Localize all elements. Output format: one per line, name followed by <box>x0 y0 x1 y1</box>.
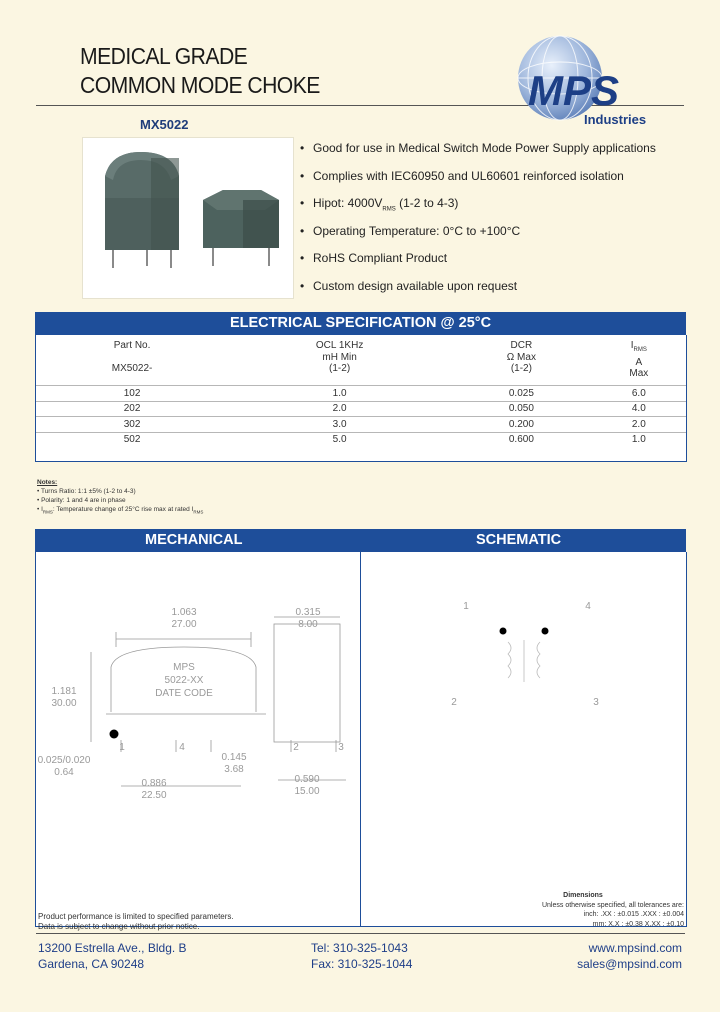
footer-contact <box>577 940 682 972</box>
electrical-spec-heading: ELECTRICAL SPECIFICATION @ 25°C <box>35 312 686 335</box>
footer-divider <box>36 933 685 934</box>
feature-item: • Operating Temperature: 0°C to +100°C <box>300 223 690 251</box>
mechanical-panel <box>35 552 687 927</box>
pin-label-1: 1 <box>119 742 125 753</box>
schematic-heading: SCHEMATIC <box>476 532 562 548</box>
dimensions-line: Unless otherwise specified, all tolerances are: <box>541 901 684 909</box>
pin-label-3: 3 <box>338 742 344 753</box>
dim-pin-row-in: 0.590 <box>294 774 320 785</box>
address-line-2: Gardena, CA 90248 <box>38 957 145 971</box>
telephone: Tel: 310-325-1043 <box>311 941 408 955</box>
schematic-pin-4: 4 <box>585 601 591 612</box>
mechanical-heading: MECHANICAL <box>145 532 243 548</box>
note-item: • $I_{RMS}$: Temperature change of 25°C rise max at rated $I_{RMS}$ <box>37 506 204 515</box>
col-dcr-header: DCR Ω Max (1-2) <box>506 340 536 374</box>
notes-title: Notes: <box>37 479 58 486</box>
feature-item: • Hipot: $4000V_{RMS}$ (1-2 to 4-3) <box>300 195 690 223</box>
dim-pin-dia-mm: 0.64 <box>54 767 74 778</box>
dim-pin-len-mm: 3.68 <box>224 764 244 775</box>
dim-pin-row-mm: 15.00 <box>294 786 320 797</box>
pin-label-4: 4 <box>179 742 185 753</box>
disclaimer <box>38 912 234 932</box>
marking-date-code: DATE CODE <box>155 688 213 699</box>
feature-item: • Custom design available upon request <box>300 278 690 306</box>
electrical-spec-table <box>35 335 687 462</box>
dim-height-in: 1.181 <box>51 686 77 697</box>
dimensions-line: mm: X,X : ±0,38 X,XX : ±0,10 <box>592 920 684 928</box>
website-link[interactable]: www.mpsind.com <box>588 941 682 955</box>
pin-label-2: 2 <box>293 742 299 753</box>
note-item: • Polarity: 1 and 4 are in phase <box>37 497 126 504</box>
table-row: 302 3.0 0.200 2.0 <box>36 417 686 433</box>
address-line-1: 13200 Estrella Ave., Bldg. B <box>38 941 187 955</box>
footer-address <box>38 940 187 972</box>
disclaimer-line: Data is subject to change without prior notice. <box>38 922 200 931</box>
dimensions-note <box>542 891 684 929</box>
dim-pin-len-in: 0.145 <box>221 752 247 763</box>
table-row: 102 1.0 0.025 6.0 <box>36 386 686 402</box>
mechanical-drawing <box>91 617 346 786</box>
title-line-1: MEDICAL GRADE <box>80 43 248 69</box>
email-link[interactable]: sales@mpsind.com <box>577 957 682 971</box>
col-irms-header: $I_{RMS}$ A Max <box>629 340 649 379</box>
mechanical-schematic-heading <box>35 529 686 552</box>
mps-logo <box>510 30 680 130</box>
col-part-header: Part No. MX5022- <box>111 340 153 374</box>
marking-part: 5022-XX <box>164 675 204 686</box>
feature-item: • Complies with IEC60950 and UL60601 reinforced isolation <box>300 168 690 196</box>
fax: Fax: 310-325-1044 <box>311 957 413 971</box>
dimensions-title: Dimensions <box>563 892 603 899</box>
schematic-pin-1: 1 <box>463 601 469 612</box>
page-title <box>80 42 320 100</box>
notes <box>37 478 203 516</box>
table-header-row <box>36 335 686 386</box>
title-line-2: COMMON MODE CHOKE <box>80 72 320 98</box>
dim-depth-mm: 8.00 <box>298 619 318 630</box>
schematic-pin-3: 3 <box>593 697 599 708</box>
feature-item: • RoHS Compliant Product <box>300 250 690 278</box>
logo-industries-text: Industries <box>584 112 647 127</box>
part-number: MX5022 <box>140 117 189 132</box>
disclaimer-line: Product performance is limited to specified parameters. <box>38 912 234 921</box>
footer-phone <box>311 940 412 972</box>
col-ocl-header: OCL 1KHz mH Min (1-2) <box>315 340 364 374</box>
schematic-pin-2: 2 <box>451 697 457 708</box>
dim-pitch-mm: 22.50 <box>141 790 167 801</box>
table-row: 502 5.0 0.600 1.0 <box>36 432 686 447</box>
pin1-dot-marker <box>110 730 119 739</box>
dim-pitch-in: 0.886 <box>141 778 167 789</box>
product-photo <box>82 137 294 299</box>
dim-depth-in: 0.315 <box>295 607 321 618</box>
schematic-drawing <box>451 601 599 708</box>
feature-list <box>300 140 690 306</box>
logo-mps-text: MPS <box>528 67 620 114</box>
feature-item: • Good for use in Medical Switch Mode Power Supply applications <box>300 140 690 168</box>
schematic-dot-right <box>542 628 549 635</box>
marking-mps: MPS <box>173 662 195 673</box>
dim-height-mm: 30.00 <box>51 698 77 709</box>
note-item: • Turns Ratio: 1:1 ±5% (1-2 to 4-3) <box>37 488 136 495</box>
dim-width-mm: 27.00 <box>171 619 197 630</box>
table-row: 202 2.0 0.050 4.0 <box>36 401 686 417</box>
dim-width-in: 1.063 <box>171 607 197 618</box>
dim-pin-dia-in: 0.025/0.020 <box>37 755 91 766</box>
panel-divider <box>360 552 361 926</box>
dimensions-line: inch: .XX : ±0.015 .XXX : ±0.004 <box>583 911 684 918</box>
schematic-dot-left <box>500 628 507 635</box>
